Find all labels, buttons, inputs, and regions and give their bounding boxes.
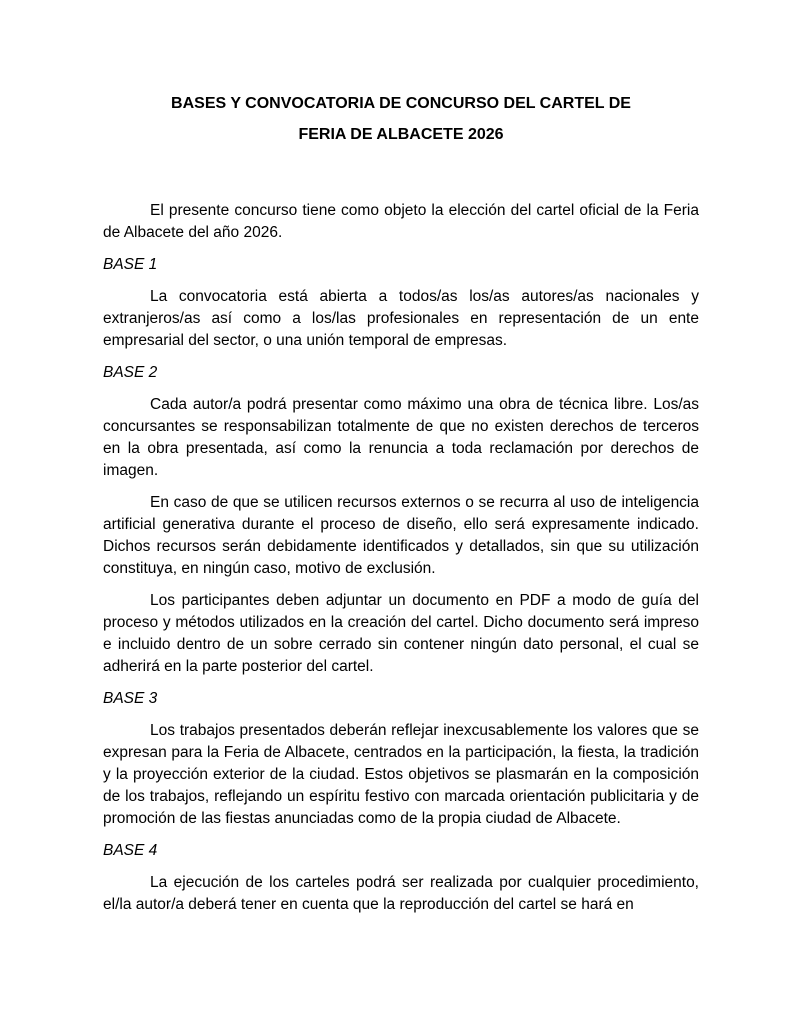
base-4-paragraph-1: La ejecución de los carteles podrá ser realizada por cualquier procedimiento, el/la autor/a deberá tener en cuenta que la reproducción del cartel se hará en xyxy=(103,874,699,913)
intro-paragraph: El presente concurso tiene como objeto la elección del cartel oficial de la Feria de Albacete del año 2026. xyxy=(103,202,699,241)
base-1-paragraph-1: La convocatoria está abierta a todos/as los/as autores/as nacionales y extranjeros/as así como a los/las profesionales en representación de un ente empresarial del sector, o una unión temporal de empresas. xyxy=(103,288,699,349)
document-title-line-2: FERIA DE ALBACETE 2026 xyxy=(298,126,504,143)
base-3-heading: BASE 3 xyxy=(103,690,158,707)
base-4-heading: BASE 4 xyxy=(103,842,158,859)
base-3-paragraph-1: Los trabajos presentados deberán reflejar inexcusablemente los valores que se expresan para la Feria de Albacete, centrados en la participación, la fiesta, la tradición y la proyección exterior de la ciudad. Estos objetivos se plasmarán en la composición de los trabajos, reflejando un espíritu festivo con marcada orientación publicitaria y de promoción de las fiestas anunciadas como de la propia ciudad de Albacete. xyxy=(103,722,699,827)
base-2-paragraph-1: Cada autor/a podrá presentar como máximo una obra de técnica libre. Los/as concursantes se responsabilizan totalmente de que no existen derechos de terceros en la obra presentada, así como la renuncia a toda reclamación por derechos de imagen. xyxy=(103,396,699,479)
base-2-paragraph-2: En caso de que se utilicen recursos externos o se recurra al uso de inteligencia artificial generativa durante el proceso de diseño, ello será expresamente indicado. Dichos recursos serán debidamente identificados y detallados, sin que su utilización constituya, en ningún caso, motivo de exclusión. xyxy=(103,494,699,577)
base-2-heading: BASE 2 xyxy=(103,364,158,381)
base-1-heading: BASE 1 xyxy=(103,256,158,273)
document-title xyxy=(103,88,699,150)
document-title-line-1: BASES Y CONVOCATORIA DE CONCURSO DEL CARTEL DE xyxy=(171,95,631,112)
base-2-paragraph-3: Los participantes deben adjuntar un documento en PDF a modo de guía del proceso y métodos utilizados en la creación del cartel. Dicho documento será impreso e incluido dentro de un sobre cerrado sin contener ningún dato personal, el cual se adherirá en la parte posterior del cartel. xyxy=(103,592,699,675)
